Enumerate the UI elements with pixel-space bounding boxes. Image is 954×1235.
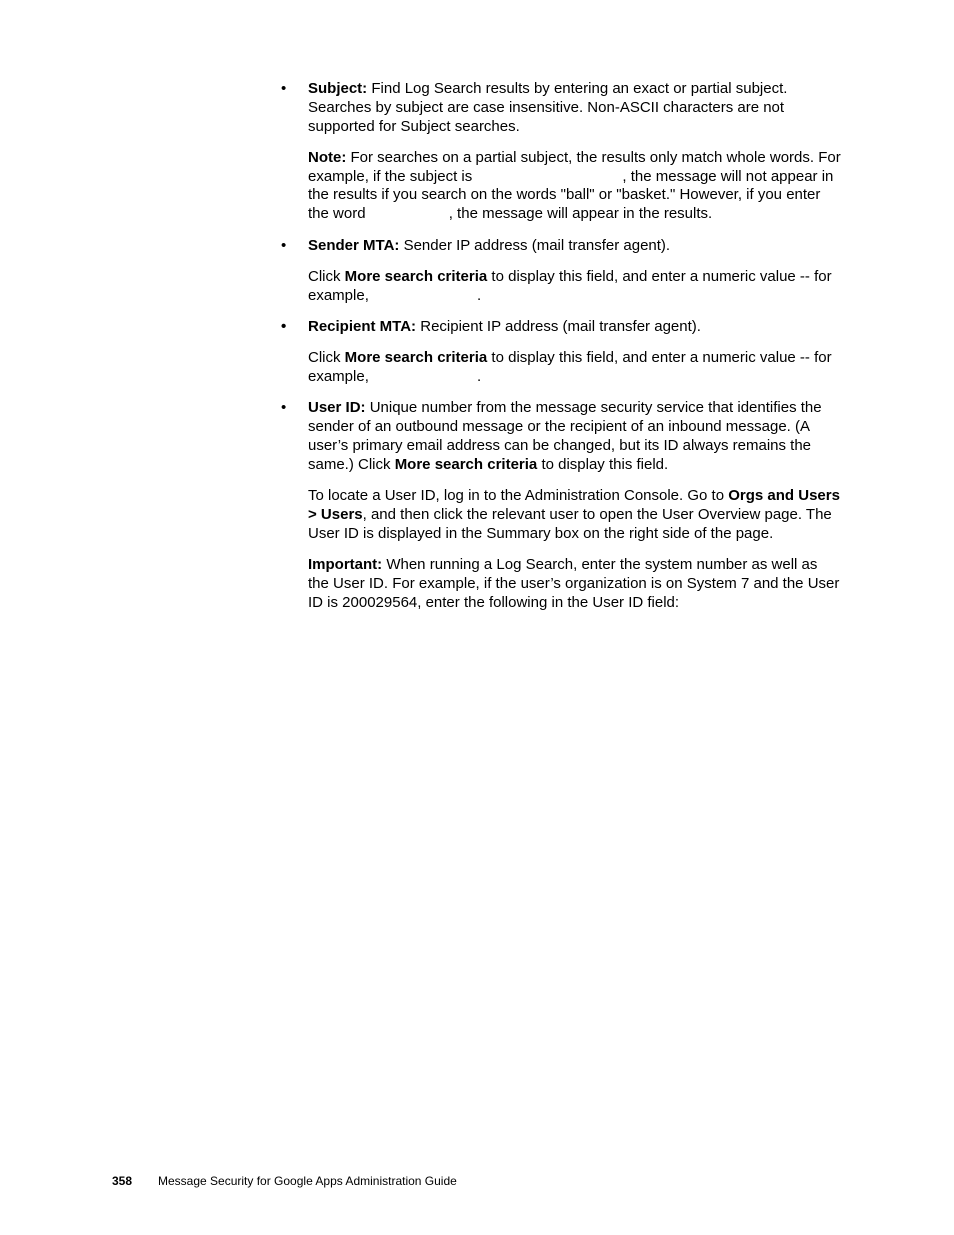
sender-mta-instruction: Click More search criteria to display this field, and enter a numeric value -- for example, .: [308, 267, 832, 304]
subject-label: Subject:: [308, 80, 368, 97]
recipient-mta-instruction: Click More search criteria to display this field, and enter a numeric value -- for example, .: [308, 349, 832, 386]
subject-note: Note: For searches on a partial subject, the results only match whole words. For example, if the subject is , the message will not appear in the results if you search on the words "ball" or "basket." However, if you enter the word , the message will appear in the results.: [308, 148, 841, 223]
bullet: •: [281, 317, 287, 335]
user-id-label: User ID:: [308, 399, 366, 417]
bullet: •: [281, 80, 287, 97]
footer-title: Message Security for Google Apps Administration Guide: [158, 1174, 457, 1188]
bullet: •: [281, 236, 287, 254]
sender-mta-label: Sender MTA:: [308, 236, 400, 254]
note-label: Note:: [308, 148, 347, 166]
page-footer: [112, 1174, 457, 1189]
list-item-recipient-mta: [281, 318, 841, 387]
bullet: •: [281, 399, 287, 417]
sender-mta-paragraph: Sender MTA: Sender IP address (mail transfer agent).: [308, 236, 671, 254]
subject-paragraph: Subject: Find Log Search results by entering an exact or partial subject. Searches by subject are case insensitive. Non-ASCII characters are not supported for Subject searches.: [308, 80, 788, 135]
important-label: Important:: [308, 555, 383, 573]
user-id-paragraph: User ID: Unique number from the message security service that identifies the sender of an outbound message or the recipient of an inbound message. (A user’s primary email address can be changed, but its ID always remains the same.) Click More search criteria to display this field.: [308, 399, 822, 473]
page-number: 358: [112, 1174, 133, 1188]
list-item-sender-mta: [281, 237, 841, 306]
list-item-user-id: [281, 399, 841, 612]
recipient-mta-paragraph: Recipient MTA: Recipient IP address (mail transfer agent).: [308, 317, 701, 335]
list-item-subject: [281, 80, 841, 224]
document-body: [281, 80, 841, 625]
user-id-locate: To locate a User ID, log in to the Administration Console. Go to Orgs and Users > Users, and then click the relevant user to open the User Overview page. The User ID is displayed in the Summary box on the right side of the page.: [308, 487, 840, 542]
user-id-important: Important: When running a Log Search, enter the system number as well as the User ID. For example, if the user’s organization is on System 7 and the User ID is 200029564, enter the following in the User ID field:: [308, 555, 840, 611]
recipient-mta-label: Recipient MTA:: [308, 317, 417, 335]
